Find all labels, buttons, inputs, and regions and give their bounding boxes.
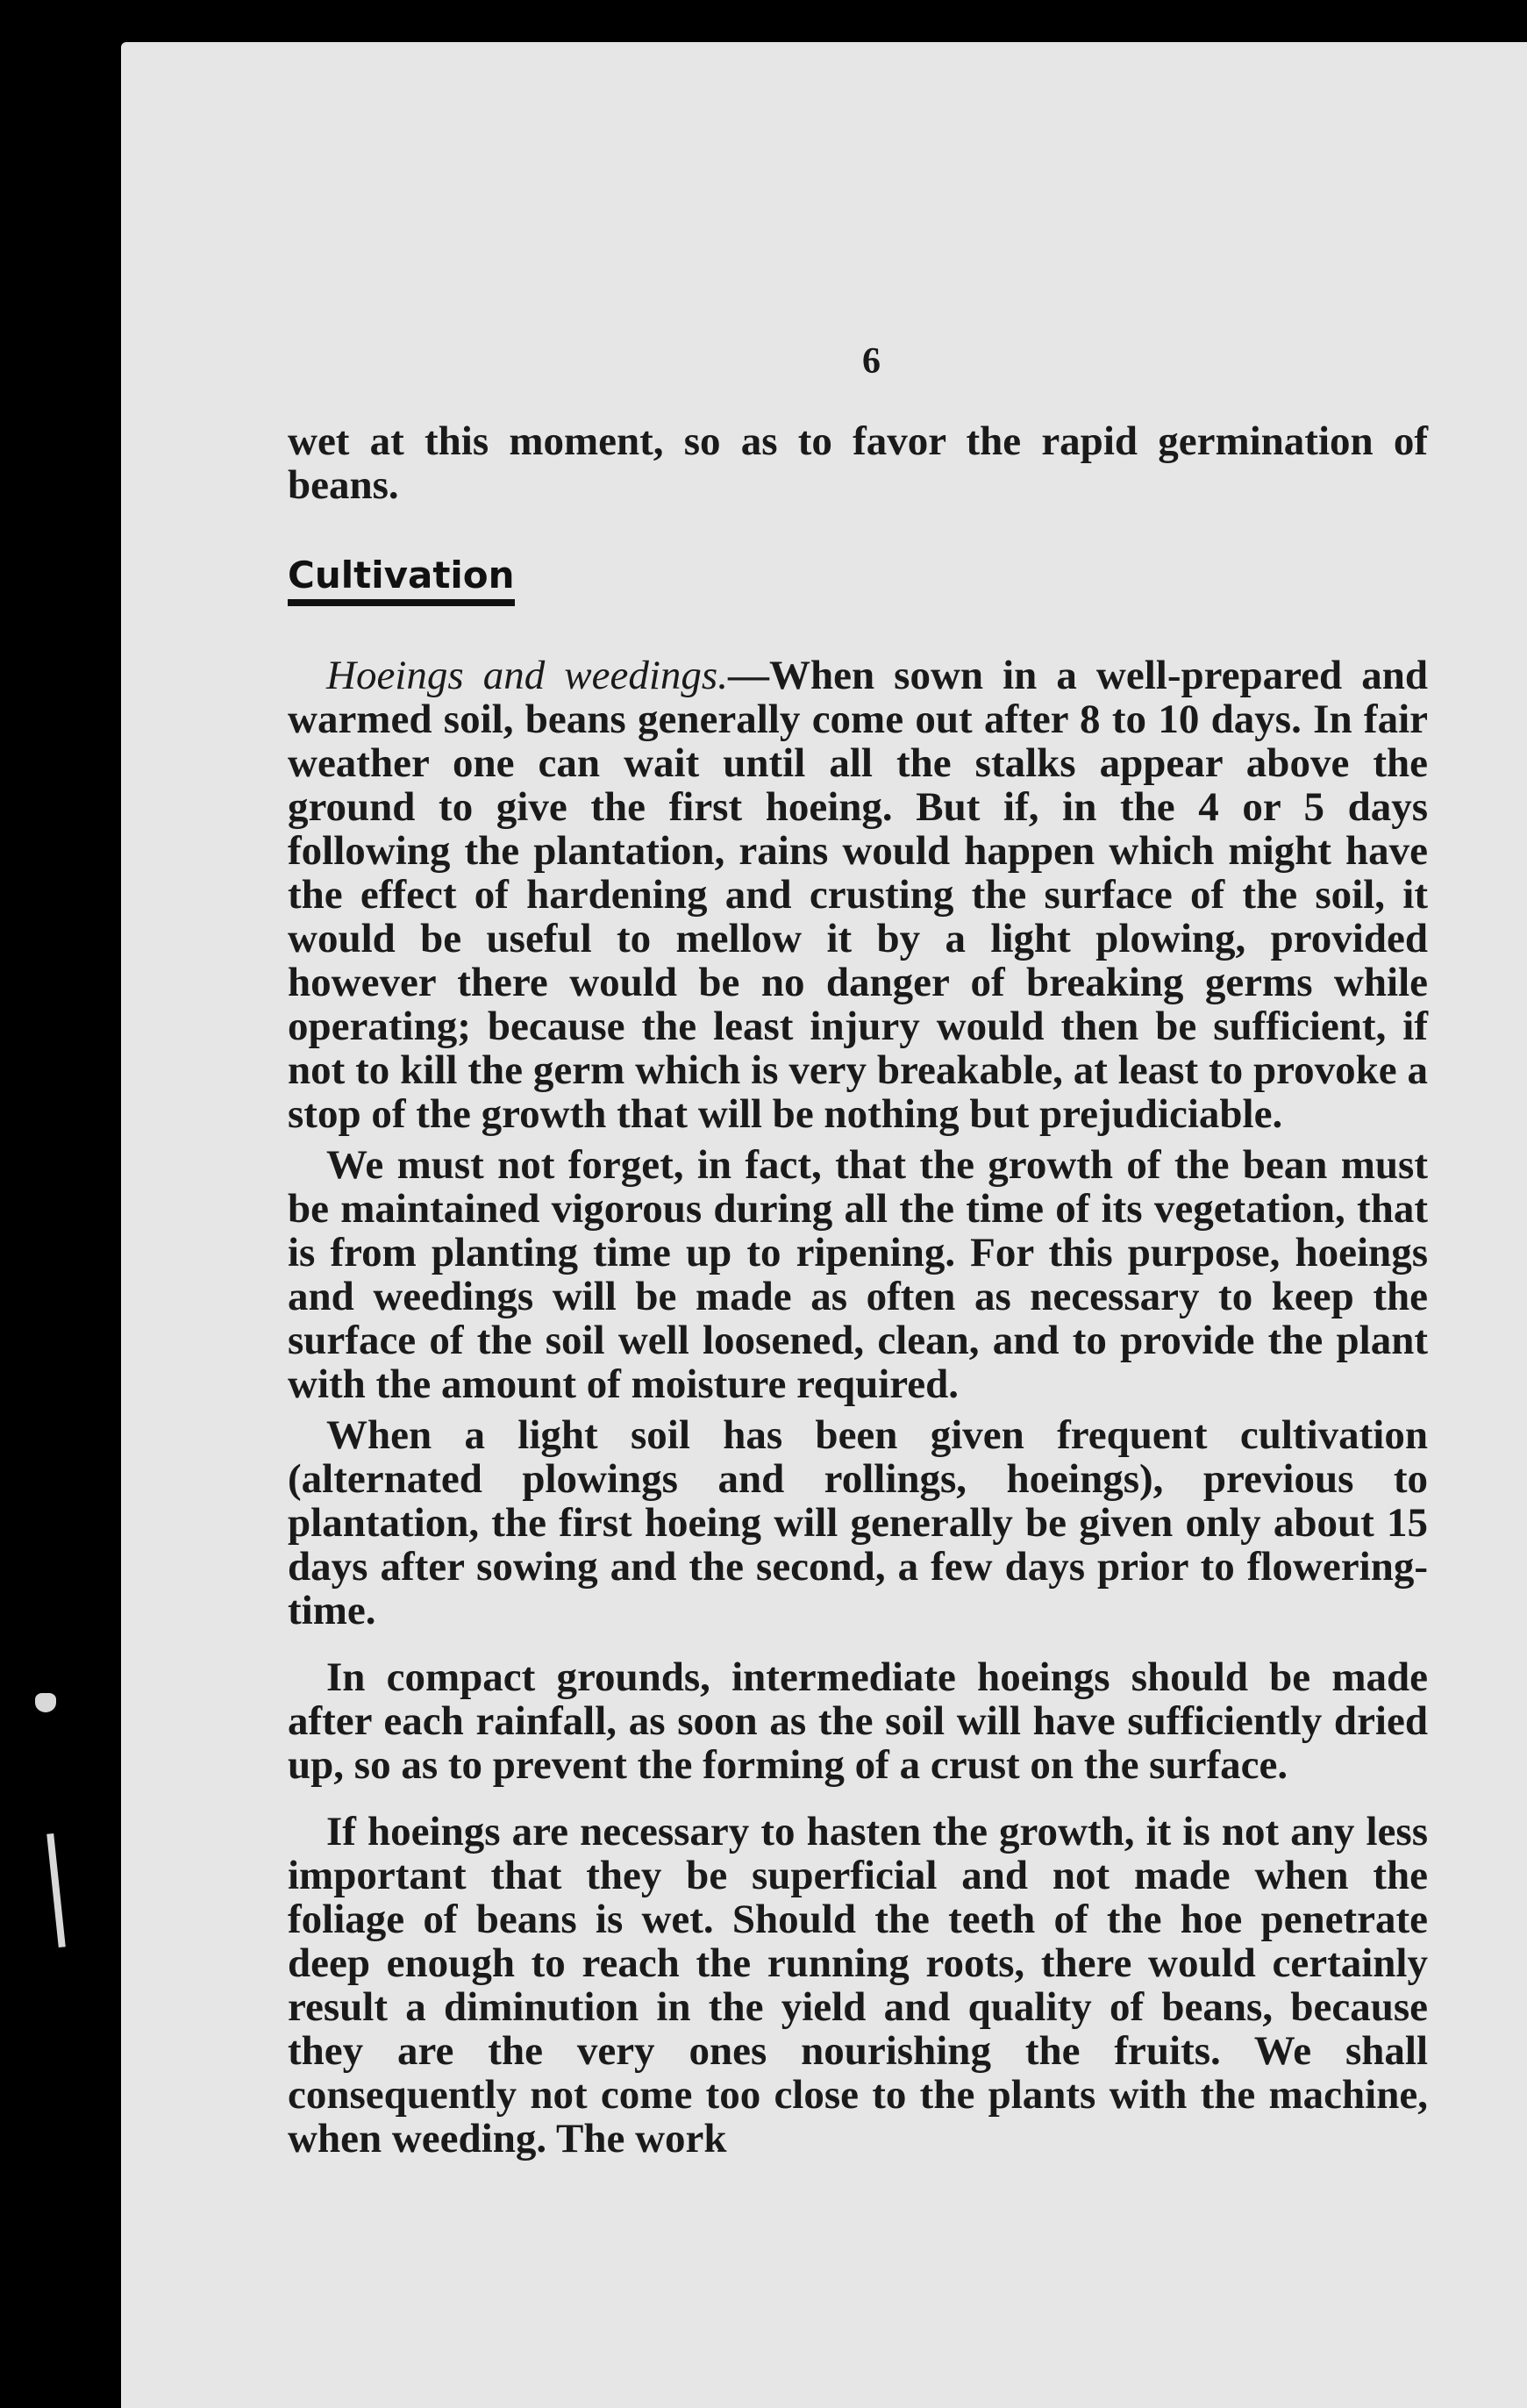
paragraph-body: —When sown in a well-prepared and warmed soil, beans generally come out after 8 to 10 days. In fair weather one can wait until all the stalks appear above the ground to give the first hoeing. But if, in the 4 or 5 days following the plantation, rains would happen which might have the effect of hardening and crusting the surface of the soil, it would be useful to mellow it by a light plowing, provided however there would be no danger of breaking germs while operating; because the least injury would then be sufficient, if not to kill the germ which is very breakable, at least to provoke a stop of the growth that will be nothing but prejudiciable. — [288, 653, 1428, 1137]
paragraph-superficial-hoeing: If hoeings are necessary to hasten the growth, it is not any less important that they be superficial and not made when the foliage of beans is wet. Should the teeth of the hoe penetrate deep enough to reach the running roots, there would certainly result a diminution in the yield and quality of beans, because they are the very ones nourishing the fruits. We shall consequently not come too close to the plants with the machine, when weeding. The work — [288, 1809, 1428, 2161]
opening-paragraph: wet at this moment, so as to favor the rapid germination of beans. — [288, 418, 1428, 508]
paragraph-light-soil: When a light soil has been given frequent cultivation (alternated plowings and rollings, hoeings), previous to plantation, the first hoeing will generally be given only about 15 days after sowing and the second, a few days prior to flowering-time. — [288, 1412, 1428, 1633]
section-heading-wrap — [288, 553, 1428, 606]
paragraph-hoeings — [288, 654, 1428, 1136]
paragraph-compact-grounds: In compact grounds, intermediate hoeings should be made after each rainfall, as soon as the soil will have sufficiently dried up, so as to prevent the forming of a crust on the surface. — [288, 1654, 1428, 1788]
film-speck — [35, 1693, 56, 1712]
scanned-page — [121, 42, 1527, 2408]
body-text — [288, 419, 1428, 2161]
section-heading: Cultivation — [288, 554, 515, 606]
film-scratch — [46, 1833, 66, 1947]
page-number: 6 — [862, 341, 881, 382]
page-content — [121, 42, 1527, 2408]
paragraph-growth: We must not forget, in fact, that the growth of the bean must be maintained vigorous during all the time of its vegetation, that is from planting time up to ripening. For this purpose, hoeings and weedings will be made as often as necessary to keep the surface of the soil well loosened, clean, and to provide the plant with the amount of moisture required. — [288, 1142, 1428, 1407]
paragraph-lead: Hoeings and weedings. — [326, 653, 728, 698]
